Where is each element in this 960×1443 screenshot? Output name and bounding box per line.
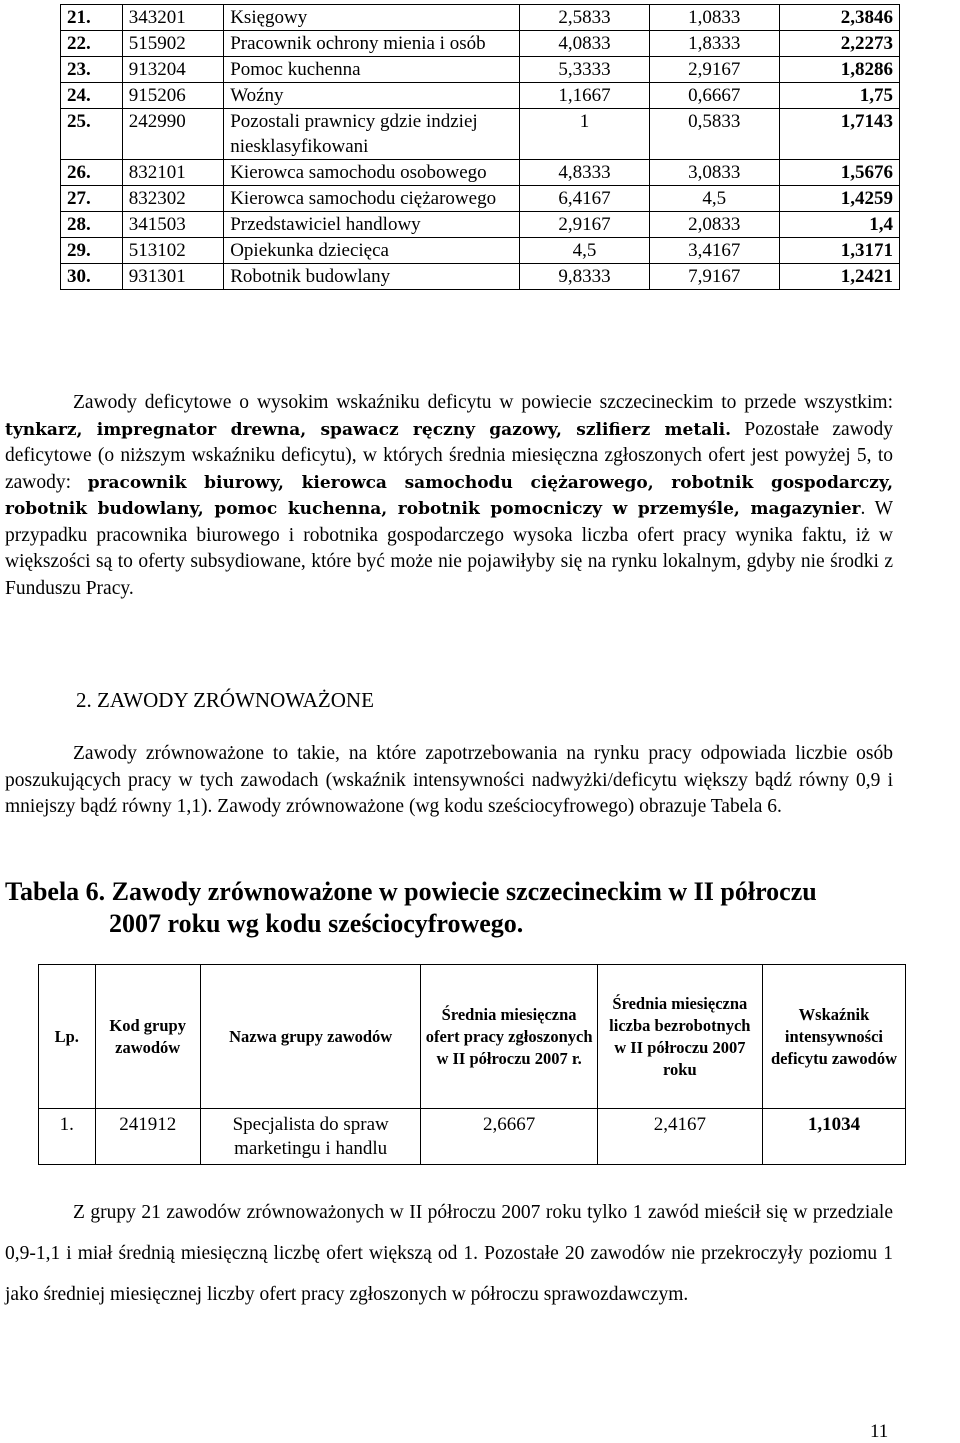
para1-text-1: Zawody deficytowe o wysokim wskaźniku deficytu w powiecie szczecineckim to przede wszystkim: [73,392,893,413]
para1-bold-1: tynkarz, impregnator drewna, spawacz ręczny gazowy, szlifierz metali. [5,419,732,440]
cell-b: 7,9167 [649,264,779,290]
table-row [61,109,900,160]
cell-w: 1,7143 [779,109,899,160]
cell-b: 2,9167 [649,57,779,83]
cell-oferty: 2,6667 [421,1109,597,1165]
cell-kod: 913204 [122,57,223,83]
balanced-paragraph: Zawody zrównoważone to takie, na które zapotrzebowania na rynku pracy odpowiada liczbie osób poszukujących pracy w tych zawodach (wskaźnik intensywności nadwyżki/deficytu większy bądź równy 0,9 i mniejszy bądź równy 1,1). Zawody zrównoważone (wg kodu sześciocyfrowego) obrazuje Tabela 6. [5,743,893,817]
header-nazwa: Nazwa grupy zawodów [200,965,421,1109]
cell-w: 2,2273 [779,31,899,57]
cell-w: 1,3171 [779,238,899,264]
table-row [61,83,900,109]
cell-kod: 241912 [95,1109,200,1165]
cell-kod: 341503 [122,212,223,238]
cell-nazwa: Pracownik ochrony mienia i osób [224,31,520,57]
cell-nazwa: Pomoc kuchenna [224,57,520,83]
cell-lp: 23. [61,57,123,83]
table-row [61,160,900,186]
cell-w: 2,3846 [779,5,899,31]
cell-nazwa: Przedstawiciel handlowy [224,212,520,238]
cell-kod: 343201 [122,5,223,31]
cell-lp: 28. [61,212,123,238]
para1-bold-2: pracownik biurowy, kierowca samochodu ciężarowego, robotnik gospodarczy, robotnik budowlany, pomoc kuchenna, robotnik pomocniczy w przemyśle, magazynier [5,472,893,519]
para1-text-2: Pozostałe zawody deficytowe (o niższym wskaźniku deficytu), w których średnia miesięczna zgłoszonych ofert jest powyżej 5, to zawody: [5,418,893,493]
deficit-table-body [61,5,900,290]
header-lp: Lp. [39,965,96,1109]
cell-w: 1,4259 [779,186,899,212]
cell-lp: 26. [61,160,123,186]
cell-b: 1,8333 [649,31,779,57]
table-row [61,264,900,290]
cell-a: 9,8333 [520,264,650,290]
table-caption [5,876,905,940]
cell-nazwa: Robotnik budowlany [224,264,520,290]
table-row [61,212,900,238]
header-oferty: Średnia miesięczna ofert pracy zgłoszonych w II półroczu 2007 r. [421,965,597,1109]
header-kod: Kod grupy zawodów [95,965,200,1109]
cell-b: 3,4167 [649,238,779,264]
cell-lp: 22. [61,31,123,57]
cell-a: 6,4167 [520,186,650,212]
cell-b: 1,0833 [649,5,779,31]
cell-a: 5,3333 [520,57,650,83]
deficit-occupations-table [60,4,900,290]
cell-lp: 1. [39,1109,96,1165]
cell-nazwa: Opiekunka dziecięca [224,238,520,264]
table-row [61,57,900,83]
page-number: 11 [870,1421,889,1442]
table-row [39,1109,906,1165]
cell-nazwa: Woźny [224,83,520,109]
cell-b: 2,0833 [649,212,779,238]
cell-wskaznik: 1,1034 [762,1109,905,1165]
cell-b: 0,6667 [649,83,779,109]
cell-w: 1,75 [779,83,899,109]
header-wskaznik: Wskaźnik intensywności deficytu zawodów [762,965,905,1109]
cell-lp: 25. [61,109,123,160]
cell-kod: 931301 [122,264,223,290]
table-row [61,186,900,212]
cell-w: 1,4 [779,212,899,238]
cell-nazwa: Kierowca samochodu osobowego [224,160,520,186]
cell-kod: 915206 [122,83,223,109]
cell-lp: 30. [61,264,123,290]
cell-a: 4,5 [520,238,650,264]
cell-nazwa: Specjalista do spraw marketingu i handlu [200,1109,421,1165]
cell-lp: 27. [61,186,123,212]
caption-line-1: Tabela 6. Zawody zrównoważone w powiecie szczecineckim w II półroczu [5,877,817,906]
section-heading: 2. ZAWODY ZRÓWNOWAŻONE [76,688,374,712]
cell-w: 1,8286 [779,57,899,83]
table-row [61,238,900,264]
table-header-row [39,965,906,1109]
cell-kod: 832101 [122,160,223,186]
cell-a: 2,5833 [520,5,650,31]
para1-text-3: . W przypadku pracownika biurowego i robotnika gospodarczego wysoka liczba ofert pracy wynika faktu, iż w większości są to oferty subsydiowane, które być może nie pojawiłyby się na rynku lokalnym, gdyby nie środki z Funduszu Pracy. [5,498,893,599]
cell-nazwa: Kierowca samochodu ciężarowego [224,186,520,212]
cell-w: 1,5676 [779,160,899,186]
cell-kod: 513102 [122,238,223,264]
header-bezrobotni: Średnia miesięczna liczba bezrobotnych w II półroczu 2007 roku [597,965,762,1109]
cell-bezrobotni: 2,4167 [597,1109,762,1165]
deficit-paragraph [5,390,893,602]
cell-kod: 242990 [122,109,223,160]
cell-a: 1,1667 [520,83,650,109]
summary-paragraph: Z grupy 21 zawodów zrównoważonych w II półroczu 2007 roku tylko 1 zawód mieścił się w przedziale 0,9-1,1 i miał średnią miesięczną liczbę ofert większą od 1. Pozostałe 20 zawodów nie przekroczyły poziomu 1 jako średniej miesięcznej liczby ofert pracy zgłoszonych w półroczu sprawozdawczym. [5,1202,893,1305]
balanced-occupations-table [38,964,906,1165]
cell-a: 2,9167 [520,212,650,238]
caption-line-2: 2007 roku wg kodu sześciocyfrowego. [109,909,524,938]
table-row [61,31,900,57]
cell-kod: 515902 [122,31,223,57]
cell-kod: 832302 [122,186,223,212]
cell-nazwa: Pozostali prawnicy gdzie indziej niesklasyfikowani [224,109,520,160]
cell-lp: 24. [61,83,123,109]
cell-lp: 29. [61,238,123,264]
table-row [61,5,900,31]
cell-b: 3,0833 [649,160,779,186]
cell-lp: 21. [61,5,123,31]
cell-b: 4,5 [649,186,779,212]
cell-a: 4,0833 [520,31,650,57]
cell-a: 1 [520,109,650,160]
cell-nazwa: Księgowy [224,5,520,31]
cell-a: 4,8333 [520,160,650,186]
cell-w: 1,2421 [779,264,899,290]
cell-b: 0,5833 [649,109,779,160]
